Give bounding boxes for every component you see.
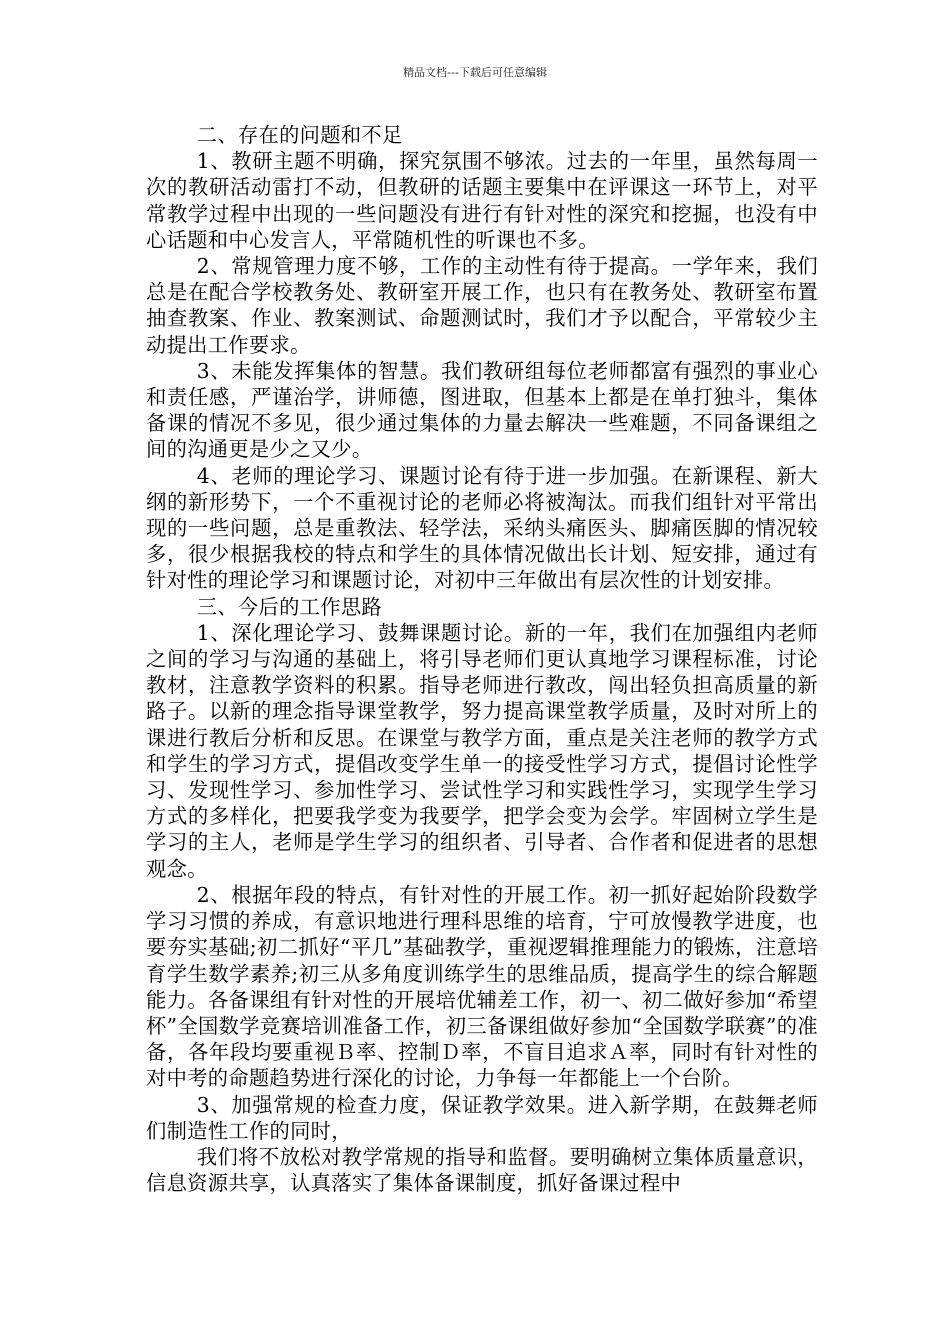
page-header: 精品文档---下载后可任意编辑	[403, 66, 547, 79]
paragraph: 4、老师的理论学习、课题讨论有待于进一步加强。在新课程、新大纲的新形势下，一个不重视讨论的老师必将被淘汰。而我们组针对平常出现的一些问题，总是重教法、轻学法，采纳头痛医头、脚痛医脚的情况较多，很少根据我校的特点和学生的具体情况做出长计划、短安排，通过有针对性的理论学习和课题讨论，对初中三年做出有层次性的计划安排。	[146, 463, 818, 593]
section-heading: 二、存在的问题和不足	[196, 123, 403, 147]
paragraph: 3、加强常规的检查力度，保证教学效果。进入新学期，在鼓舞老师们制造性工作的同时，	[146, 1092, 818, 1143]
document-body	[146, 122, 818, 1196]
paragraph: 1、深化理论学习、鼓舞课题讨论。新的一年，我们在加强组内老师之间的学习与沟通的基础上，将引导老师们更认真地学习课程标准，讨论教材，注意教学资料的积累。指导老师进行教改，闯出轻负担高质量的新路子。以新的理念指导课堂教学，努力提高课堂教学质量，及时对所上的课进行教后分析和反思。在课堂与教学方面，重点是关注老师的教学方式和学生的学习方式，提倡改变学生单一的接受性学习方式，提倡讨论性学习、发现性学习、参加性学习、尝试性学习和实践性学习，实现学生学习方式的多样化，把要我学变为我要学，把学会变为会学。牢固树立学生是学习的主人，老师是学生学习的组织者、引导者、合作者和促进者的思想观念。	[146, 620, 818, 881]
section-heading: 三、今后的工作思路	[196, 594, 382, 619]
paragraph: 2、根据年段的特点，有针对性的开展工作。初一抓好起始阶段数学学习习惯的养成，有意识地进行理科思维的培育，宁可放慢教学进度，也要夯实基础;初二抓好“平几”基础教学，重视逻辑推理能力的锻炼，注意培育学生数学素养;初三从多角度训练学生的思维品质，提高学生的综合解题能力。各备课组有针对性的开展培优辅差工作，初一、初二做好参加“希望杯”全国数学竞赛培训准备工作，初三备课组做好参加“全国数学联赛”的准备，各年段均要重视Ｂ率、控制Ｄ率，不盲目追求Ａ率，同时有针对性的对中考的命题趋势进行深化的讨论，力争每一年都能上一个台阶。	[146, 882, 818, 1091]
paragraph: 1、教研主题不明确，探究氛围不够浓。过去的一年里，虽然每周一次的教研活动雷打不动，但教研的话题主要集中在评课这一环节上，对平常教学过程中出现的一些问题没有进行有针对性的深究和挖掘，也没有中心话题和中心发言人，平常随机性的听课也不多。	[146, 149, 818, 252]
paragraph: 3、未能发挥集体的智慧。我们教研组每位老师都富有强烈的事业心和责任感，严谨治学，讲师德，图进取，但基本上都是在单打独斗，集体备课的情况不多见，很少通过集体的力量去解决一些难题，不同备课组之间的沟通更是少之又少。	[146, 358, 818, 462]
paragraph: 2、常规管理力度不够，工作的主动性有待于提高。一学年来，我们总是在配合学校教务处、教研室开展工作，也只有在教务处、教研室布置抽查教案、作业、教案测试、命题测试时，我们才予以配合，平常较少主动提出工作要求。	[146, 254, 818, 357]
paragraph: 我们将不放松对教学常规的指导和监督。要明确树立集体质量意识，信息资源共享，认真落实了集体备课制度，抓好备课过程中	[146, 1144, 818, 1196]
